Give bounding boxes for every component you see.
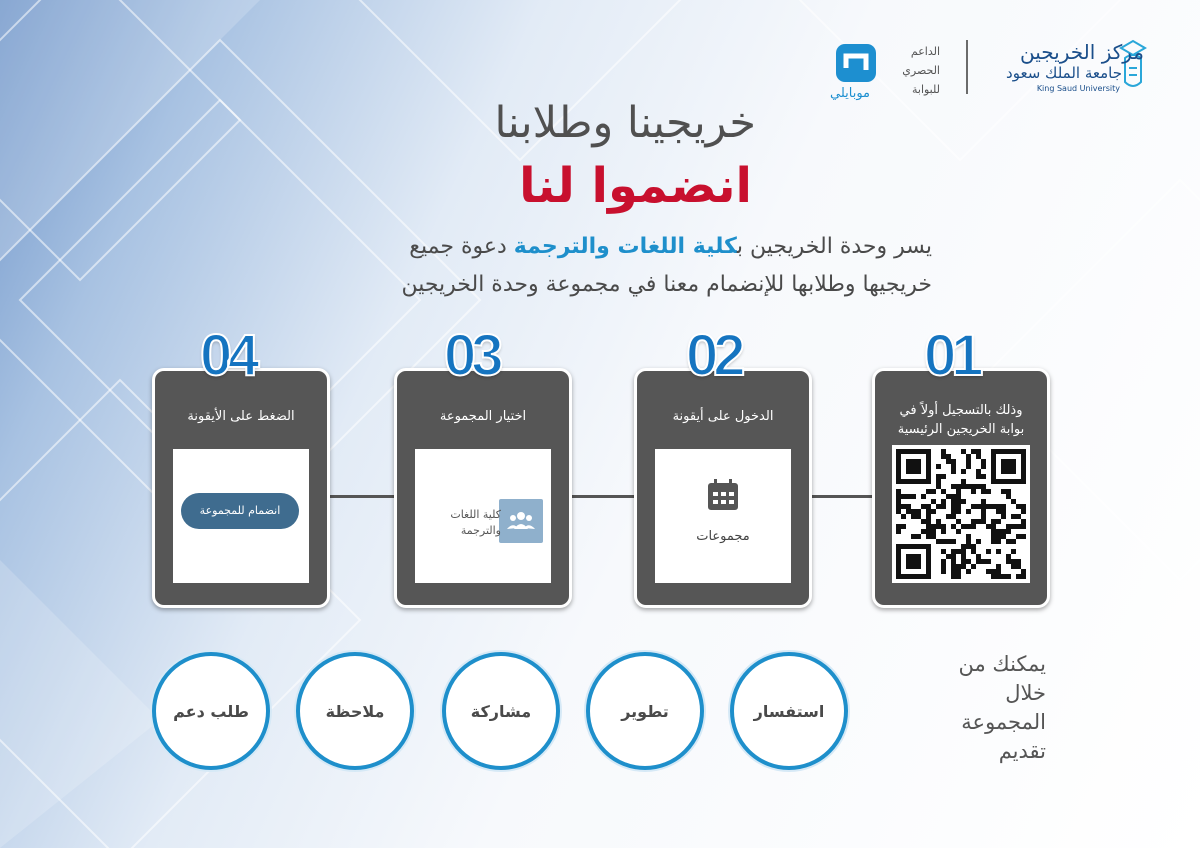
step-card-4 xyxy=(152,368,330,608)
people-icon xyxy=(499,499,543,543)
group-label-line: والترجمة xyxy=(460,524,501,537)
step-title: الدخول على أيقونة xyxy=(672,409,774,424)
partner-caption-line: للبوابة xyxy=(911,83,940,96)
option-circle-note: ملاحظة xyxy=(296,652,414,770)
group-label-line: كلية اللغات xyxy=(450,508,501,521)
step-connector xyxy=(570,495,636,498)
step-number: 02 xyxy=(686,323,741,388)
options-intro-line: خلال xyxy=(1005,681,1046,705)
headline-line1: خريجينا وطلابنا xyxy=(494,98,756,148)
step-title: اختيار المجموعة xyxy=(439,409,527,424)
step-number: 01 xyxy=(924,323,979,388)
qr-code[interactable] xyxy=(892,445,1030,583)
intro-text: يسر وحدة الخريجين ب xyxy=(736,234,932,259)
step-title-line: وذلك بالتسجيل أولاً في xyxy=(899,403,1023,418)
step-illustration xyxy=(415,449,551,583)
headline-line2: انضموا لنا xyxy=(519,158,752,214)
intro-line2: خريجيها وطلابها للإنضمام معنا في مجموعة وحدة الخريجين xyxy=(401,272,932,297)
step-illustration xyxy=(655,449,791,583)
step-connector xyxy=(812,495,874,498)
ksu-university-ar: جامعة الملك سعود xyxy=(1006,64,1122,82)
step-card-3 xyxy=(394,368,572,608)
option-circle-participation: مشاركة xyxy=(442,652,560,770)
options-intro-line: تقديم xyxy=(998,739,1046,763)
mobily-logo-icon xyxy=(834,42,878,84)
step-card-2 xyxy=(634,368,812,608)
partner-caption-line: الداعم xyxy=(910,45,940,58)
college-name-highlight: كلية اللغات والترجمة xyxy=(513,234,737,259)
partner-caption xyxy=(888,42,940,99)
step-illustration xyxy=(173,449,309,583)
intro-text: دعوة جميع xyxy=(409,234,514,259)
ksu-university-en: King Saud University xyxy=(1036,84,1120,93)
groups-label: مجموعات xyxy=(696,529,750,544)
options-intro-line: المجموعة xyxy=(961,710,1046,734)
calendar-icon xyxy=(705,477,741,513)
step-card-1 xyxy=(872,368,1050,608)
mobily-name: موبايلي xyxy=(830,86,871,101)
step-title-line: بوابة الخريجين الرئيسية xyxy=(897,422,1025,437)
ksu-center-name: مركز الخريجين xyxy=(1020,40,1144,64)
group-icon xyxy=(499,499,543,543)
step-number: 03 xyxy=(444,323,499,388)
option-circle-inquiry: استفسار xyxy=(730,652,848,770)
logo-divider xyxy=(966,40,968,94)
options-intro-line: يمكنك من xyxy=(958,652,1046,676)
option-circle-development: تطوير xyxy=(586,652,704,770)
partner-caption-line: الحصري xyxy=(902,64,940,77)
option-circle-support: طلب دعم xyxy=(152,652,270,770)
qr-code-icon xyxy=(896,449,1026,579)
step-connector xyxy=(328,495,394,498)
join-group-button[interactable]: انضمام للمجموعة xyxy=(181,493,299,529)
intro-paragraph xyxy=(401,228,932,304)
intro-line1 xyxy=(401,228,932,266)
step-title: الضغط على الأيقونة xyxy=(187,409,295,424)
options-intro xyxy=(958,650,1046,766)
step-title xyxy=(875,401,1047,439)
step-number: 04 xyxy=(200,323,255,388)
group-label xyxy=(425,507,501,539)
